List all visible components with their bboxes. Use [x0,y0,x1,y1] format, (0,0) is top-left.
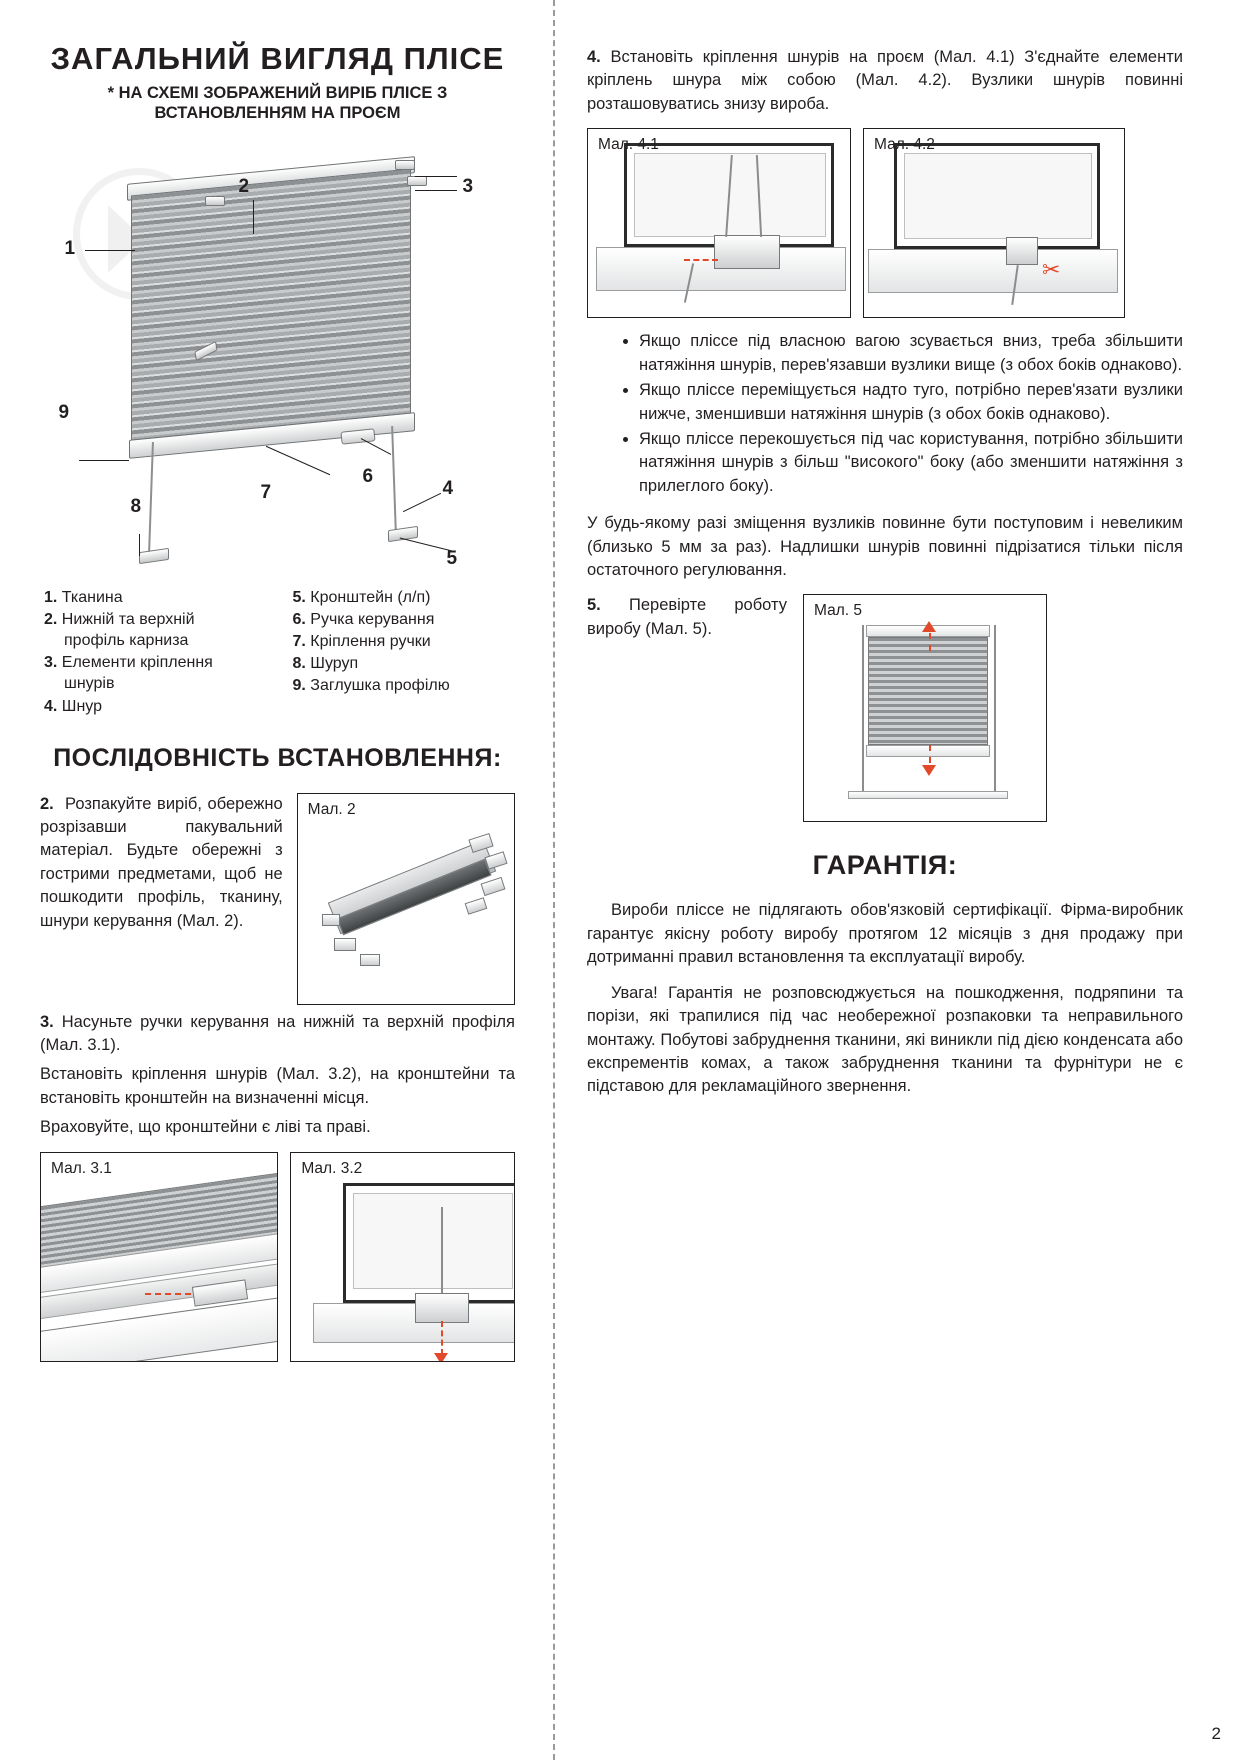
figure-4-2 [863,128,1125,318]
legend-label: Шнур [61,697,103,715]
step-5-number: 5. [587,596,601,615]
legend-number: 6. [292,611,306,629]
legend-label: Ручка керування [310,611,435,629]
cord-left [862,625,864,791]
figure-2-label: Мал. 2 [307,800,356,818]
insert-direction-arrow [145,1293,191,1295]
cord-fixing-bracket [1006,237,1038,265]
bracket-part [334,938,356,951]
step-5 [587,594,1183,822]
step-3 [40,1011,515,1140]
mount-direction-arrow [441,1321,443,1355]
callout-1: 1 [64,237,76,259]
leader-line [85,250,135,251]
step-2 [40,793,515,1005]
bracket-part [464,897,487,915]
legend-label-cont: шнурів [64,675,115,693]
legend-label: Заглушка профілю [310,677,450,695]
move-up-indicator [929,633,931,651]
scissors-icon: ✂ [1042,257,1061,283]
window-glass [353,1193,513,1289]
assembly-direction-arrow [684,259,718,261]
cord-right [994,625,996,791]
overview-diagram [43,130,513,575]
legend-item [293,631,516,652]
legend-label: Шуруп [310,655,359,673]
leader-line [415,176,457,177]
legend-label: Кріплення ручки [310,633,431,651]
callout-6: 6 [362,465,374,487]
window-sill [868,249,1118,293]
legend-label: Нижній та верхній [61,611,195,629]
window-sill [313,1303,515,1343]
legend-column-left [44,587,267,718]
legend-number: 3. [44,654,58,672]
legend-item [293,653,516,674]
leader-line [399,537,452,551]
cord [441,1207,443,1293]
callout-3: 3 [462,175,474,197]
arrow-down-icon [922,765,936,776]
legend-item [293,675,516,696]
cord-left [148,442,154,554]
install-sequence-heading: ПОСЛІДОВНІСТЬ ВСТАНОВЛЕННЯ: [53,743,502,772]
step-3-text-1: 3. Насуньте ручки керування на нижній та верхній профіля (Мал. 3.1). [40,1012,515,1055]
leader-line [253,200,254,234]
callout-2: 2 [238,175,250,197]
bracket-part [360,954,380,966]
figure-3-2-label: Мал. 3.2 [301,1159,363,1177]
step-2-number: 2. [40,794,54,813]
legend-number: 5. [292,588,306,606]
callout-7: 7 [260,481,272,503]
window-glass [904,153,1092,239]
figure-5-label: Мал. 5 [814,602,862,620]
legend-label: Кронштейн (л/п) [310,588,431,606]
legend-number: 8. [292,655,306,673]
profile-end-cap-icon [205,196,225,206]
warranty-paragraph-1: Вироби пліссе не підлягають обов'язковій сертифікації. Фірма-виробник гарантує якісну роботу виробу протягом 12 місяців з дня продажу при дотриманні правил встановлення та експлуатації виробу. [587,901,1183,967]
bracket-part [468,833,493,853]
figure-3-1-label: Мал. 3.1 [51,1159,112,1177]
step-4-text: 4. Встановіть кріплення шнурів на проєм (Мал. 4.1) З'єднайте елементи кріплень шнура між собою (Мал. 4.2). Вузлики шнурів повинні розташовуватись знизу вироба. [587,48,1183,113]
page-divider [553,0,555,1760]
legend-label: Елементи кріплення [61,654,213,672]
left-column [0,0,553,1362]
figure-3-2 [290,1152,515,1362]
tip-item: • Якщо пліссе під власною вагою зсувається вниз, треба збільшити натяжіння шнурів, перев'язавши вузлики вище (з обох боків однаково). [639,330,1183,377]
figure-4-1-label: Мал. 4.1 [598,136,659,154]
step-4-number: 4. [587,48,601,66]
reference-line [848,791,1008,799]
leader-line [415,190,457,191]
page-title: ЗАГАЛЬНИЙ ВИГЛЯД ПЛІСЕ [50,41,505,76]
figure-2 [297,793,515,1005]
adjustment-note: У будь-якому разі зміщення вузликів повинне бути поступовим і невеликим (близько 5 мм за раз). Надлишки шнурів повинні підрізатися тільки після остаточного регулювання. [587,514,1183,580]
bracket-part [322,914,340,926]
figure-4-1 [587,128,851,318]
tip-item: • Якщо пліссе переміщується надто туго, потрібно перев'язати вузлики нижче, зменшивши натяжіння шнурів (з обох боків однаково). [639,379,1183,426]
adjustment-tips [587,330,1183,498]
legend-number: 4. [44,697,58,715]
leader-line [139,534,140,556]
arrow-up-icon [922,621,936,632]
legend-column-right [293,587,516,718]
leader-line [402,493,440,512]
bracket-right [388,526,418,542]
warranty-heading: ГАРАНТІЯ: [812,850,958,881]
callout-4: 4 [442,477,454,499]
figure-4-2-label: Мал. 4.2 [874,136,935,154]
legend [44,587,515,718]
step-3-text-2: Встановіть кріплення шнурів (Мал. 3.2), на кронштейни та встановіть кронштейн на визначенні місця. [40,1065,515,1107]
arrow-down-icon [434,1353,448,1362]
figures-3 [40,1152,515,1362]
legend-item [44,587,267,608]
move-down-indicator [929,745,931,763]
cord-fixing-bracket [714,235,780,269]
legend-number: 2. [44,611,58,629]
figure-5 [803,594,1047,822]
pleated-fabric [131,168,411,440]
legend-label-cont: профіль карниза [64,632,189,650]
cord-fixing-element-icon [395,160,415,170]
cord-fixing-bracket [415,1293,469,1323]
legend-item [44,696,267,717]
tip-item: • Якщо пліссе перекошується під час користування, потрібно збільшити натяжіння шнурів з більш "високого" боку (або зменшити натяжіння з прилеглого боку). [639,428,1183,498]
cord-right [391,426,397,534]
bracket-left [139,548,169,564]
step-5-text: 5. Перевірте роботу виробу (Мал. 5). [587,596,787,638]
pleated-fabric [868,637,988,745]
callout-5: 5 [446,547,458,569]
legend-label: Тканина [61,588,123,606]
step-3-text-3: Враховуйте, що кронштейни є ліві та праві. [40,1118,371,1137]
legend-number: 7. [292,633,306,651]
page-number: 2 [1211,1724,1221,1743]
warranty-paragraph-2: Увага! Гарантія не розповсюджується на пошкодження, подряпини та порізи, які трапилися під час необережної розпаковки та неправильного монтажу. Побутові забруднення тканини, які виникли під дією конденсата або експрементів комах, а також забруднення тканини та фурнітури не є підставою для рекламаційного звернення. [587,983,1183,1096]
legend-item [293,587,516,608]
legend-number: 1. [44,588,58,606]
figures-4 [587,128,1183,318]
legend-item [44,609,267,651]
legend-item [44,652,267,694]
page-subtitle: * НА СХЕМІ ЗОБРАЖЕНИЙ ВИРІБ ПЛІСЕ З ВСТАНОВЛЕННЯМ НА ПРОЄМ [107,83,448,123]
cord-fixing-element-icon [407,176,427,186]
step-2-text: 2. Розпакуйте виріб, обережно розрізавши пакувальний матеріал. Будьте обережні з гострими предметами, щоб не пошкодити профіль, тканину, шнури керування (Мал. 2). [40,794,283,930]
step-3-number: 3. [40,1012,54,1031]
bracket-part [480,877,505,896]
legend-number: 9. [292,677,306,695]
leader-line [265,446,329,475]
figure-3-1 [40,1152,278,1362]
right-column [565,0,1245,1111]
callout-9: 9 [58,401,70,423]
bottom-profile [866,745,990,757]
callout-8: 8 [130,495,142,517]
leader-line [360,438,390,455]
leader-line [79,460,129,461]
legend-item [293,609,516,630]
